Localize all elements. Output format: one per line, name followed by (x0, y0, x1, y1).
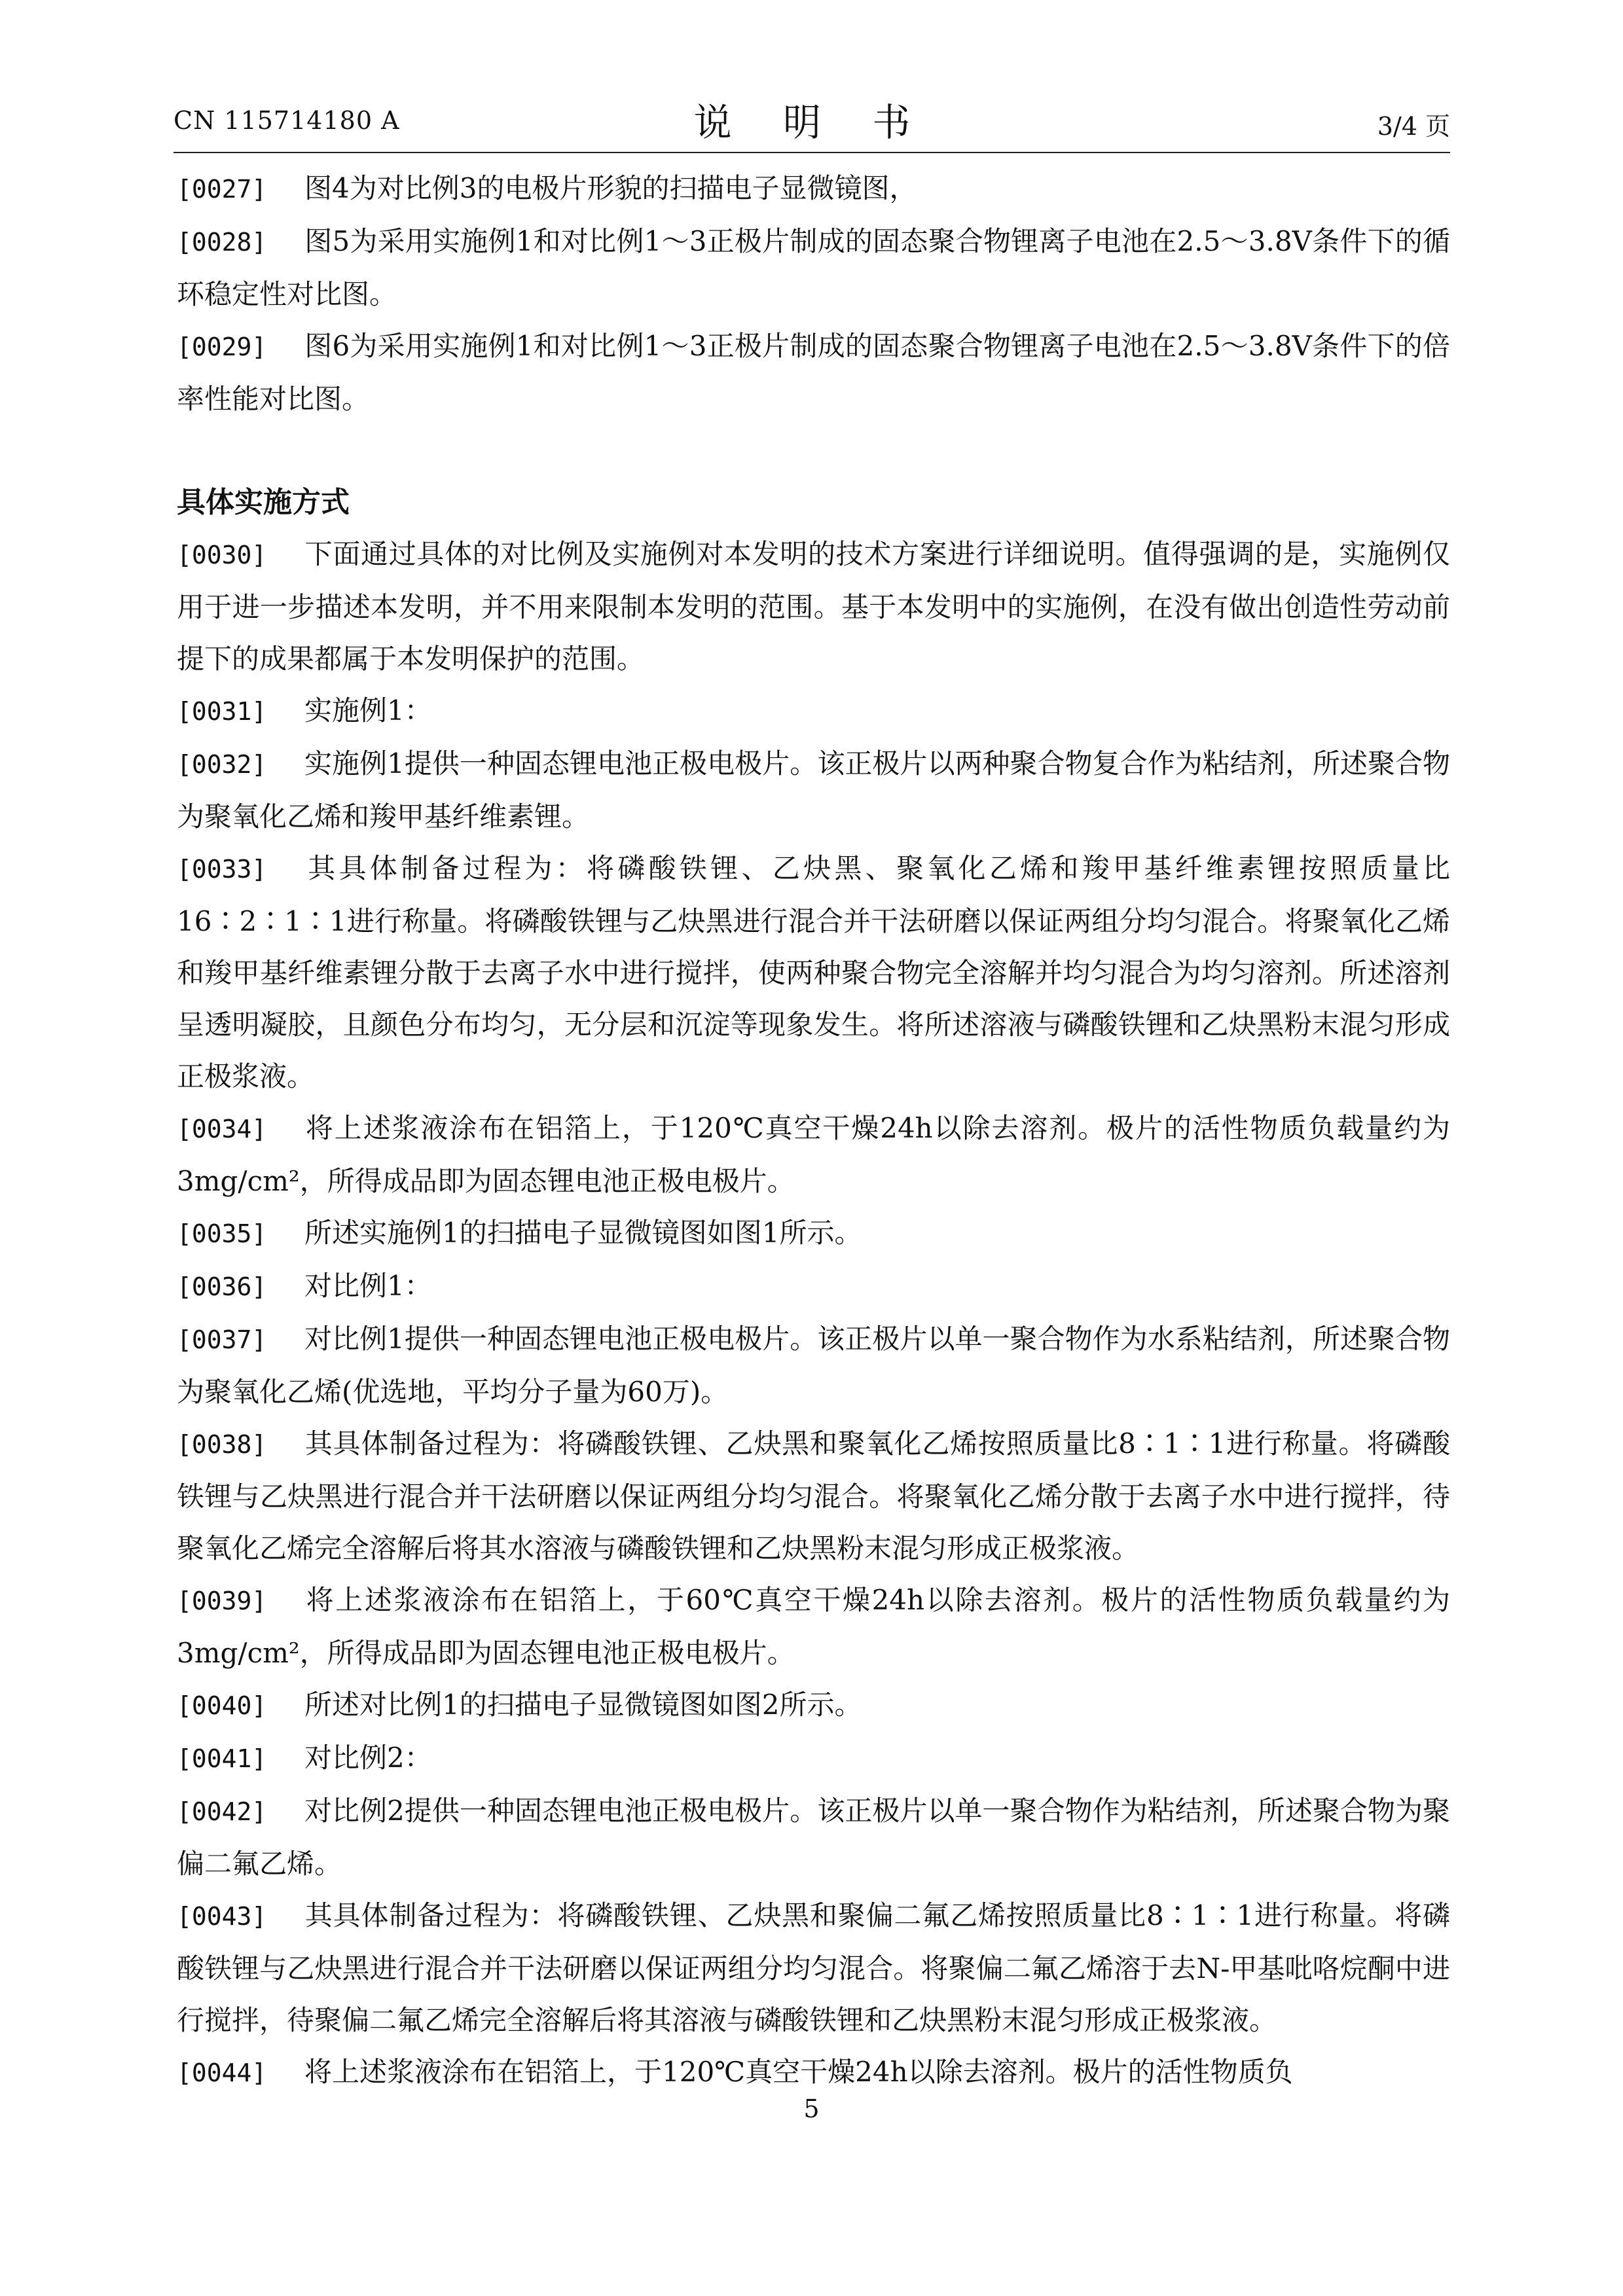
paragraph-text: 图5为采用实施例1和对比例1～3正极片制成的固态聚合物锂离子电池在2.5～3.8V条件下的循环稳定性对比图。 (177, 225, 1450, 310)
paragraph (177, 738, 1450, 842)
paragraph-text: 对比例2： (304, 1742, 432, 1774)
paragraph-text: 对比例1提供一种固态锂电池正极电极片。该正极片以单一聚合物作为水系粘结剂，所述聚合物为聚氧化乙烯(优选地，平均分子量为60万)。 (177, 1323, 1450, 1408)
paragraph-number: [0031] (177, 697, 267, 726)
paragraph (177, 1207, 1450, 1260)
paragraph-text: 其具体制备过程为：将磷酸铁锂、乙炔黑、聚氧化乙烯和羧甲基纤维素锂按照质量比16∶2∶1∶1进行称量。将磷酸铁锂与乙炔黑进行混合并干法研磨以保证两组分均匀混合。将聚氧化乙烯和羧甲基纤维素锂分散于去离子水中进行搅拌，使两种聚合物完全溶解并均匀混合为均匀溶剂。所述溶剂呈透明凝胶，且颜色分布均匀，无分层和沉淀等现象发生。将所述溶液与磷酸铁锂和乙炔黑粉末混匀形成正极浆液。 (177, 852, 1450, 1092)
paragraph (177, 528, 1450, 685)
paragraph-text: 下面通过具体的对比例及实施例对本发明的技术方案进行详细说明。值得强调的是，实施例仅用于进一步描述本发明，并不用来限制本发明的范围。基于本发明中的实施例，在没有做出创造性劳动前提下的成果都属于本发明保护的范围。 (177, 538, 1450, 675)
paragraph-number: [0032] (177, 750, 267, 779)
document-title: 说 明 书 (693, 100, 930, 145)
paragraph-number: [0034] (177, 1115, 267, 1143)
paragraph (177, 1102, 1450, 1207)
paragraph-number: [0027] (177, 175, 267, 204)
paragraph-list-before (177, 162, 1450, 425)
paragraph-text: 所述实施例1的扫描电子显微镜图如图1所示。 (304, 1217, 862, 1249)
paragraph-number: [0035] (177, 1219, 267, 1248)
publication-number: CN 115714180 A (173, 106, 400, 135)
paragraph (177, 1313, 1450, 1418)
paragraph (177, 320, 1450, 425)
paragraph (177, 1732, 1450, 1785)
paragraph (177, 215, 1450, 320)
paragraph-text: 所述对比例1的扫描电子显微镜图如图2所示。 (304, 1689, 862, 1721)
paragraph-number: [0030] (177, 541, 267, 569)
paragraph-text: 其具体制备过程为：将磷酸铁锂、乙炔黑和聚偏二氟乙烯按照质量比8∶1∶1进行称量。将磷酸铁锂与乙炔黑进行混合并干法研磨以保证两组分均匀混合。将聚偏二氟乙烯溶于去N-甲基吡咯烷酮中进行搅拌，待聚偏二氟乙烯完全溶解后将其溶液与磷酸铁锂和乙炔黑粉末混匀形成正极浆液。 (177, 1899, 1450, 2036)
paragraph-text: 实施例1提供一种固态锂电池正极电极片。该正极片以两种聚合物复合作为粘结剂，所述聚合物为聚氧化乙烯和羧甲基纤维素锂。 (177, 747, 1450, 833)
paragraph-text: 对比例2提供一种固态锂电池正极电极片。该正极片以单一聚合物作为粘结剂，所述聚合物为聚偏二氟乙烯。 (177, 1795, 1450, 1880)
paragraph (177, 685, 1450, 738)
paragraph-text: 将上述浆液涂布在铝箔上，于120℃真空干燥24h以除去溶剂。极片的活性物质负 (304, 2056, 1293, 2088)
paragraph-text: 将上述浆液涂布在铝箔上，于60℃真空干燥24h以除去溶剂。极片的活性物质负载量约为3mg/cm²，所得成品即为固态锂电池正极电极片。 (177, 1584, 1450, 1669)
paragraph-number: [0038] (177, 1430, 267, 1459)
paragraph-list-after (177, 528, 1450, 2099)
header-divider (173, 152, 1450, 153)
paragraph-text: 图6为采用实施例1和对比例1～3正极片制成的固态聚合物锂离子电池在2.5～3.8V条件下的倍率性能对比图。 (177, 330, 1450, 415)
paragraph (177, 842, 1450, 1102)
section-heading: 具体实施方式 (177, 486, 350, 519)
paragraph-text: 图4为对比例3的电极片形貌的扫描电子显微镜图， (304, 172, 917, 204)
paragraph-text: 对比例1： (304, 1270, 432, 1302)
paragraph-number: [0040] (177, 1691, 267, 1720)
paragraph-number: [0043] (177, 1902, 267, 1931)
paragraph-number: [0041] (177, 1744, 267, 1773)
paragraph-text: 将上述浆液涂布在铝箔上，于120℃真空干燥24h以除去溶剂。极片的活性物质负载量约为3mg/cm²，所得成品即为固态锂电池正极电极片。 (177, 1112, 1450, 1197)
paragraph (177, 1574, 1450, 1679)
paragraph-number: [0042] (177, 1797, 267, 1826)
paragraph (177, 1260, 1450, 1313)
page-header (173, 92, 1450, 157)
page-of-indicator: 3/4 页 (1377, 112, 1450, 141)
paragraph-text: 实施例1： (304, 694, 432, 726)
document-body (177, 162, 1450, 2099)
paragraph-number: [0044] (177, 2058, 267, 2087)
paragraph-number: [0036] (177, 1272, 267, 1301)
paragraph-number: [0037] (177, 1325, 267, 1354)
paragraph (177, 1679, 1450, 1732)
paragraph (177, 2046, 1450, 2099)
paragraph (177, 1785, 1450, 1890)
paragraph-number: [0033] (177, 855, 267, 884)
paragraph-number: [0028] (177, 228, 267, 257)
paragraph-text: 其具体制备过程为：将磷酸铁锂、乙炔黑和聚氧化乙烯按照质量比8∶1∶1进行称量。将磷酸铁锂与乙炔黑进行混合并干法研磨以保证两组分均匀混合。将聚氧化乙烯分散于去离子水中进行搅拌，待聚氧化乙烯完全溶解后将其水溶液与磷酸铁锂和乙炔黑粉末混匀形成正极浆液。 (177, 1427, 1450, 1564)
page-number: 5 (803, 2094, 820, 2123)
paragraph (177, 1890, 1450, 2046)
paragraph (177, 1418, 1450, 1574)
paragraph (177, 162, 1450, 215)
paragraph-number: [0039] (177, 1587, 267, 1615)
paragraph-number: [0029] (177, 332, 267, 361)
